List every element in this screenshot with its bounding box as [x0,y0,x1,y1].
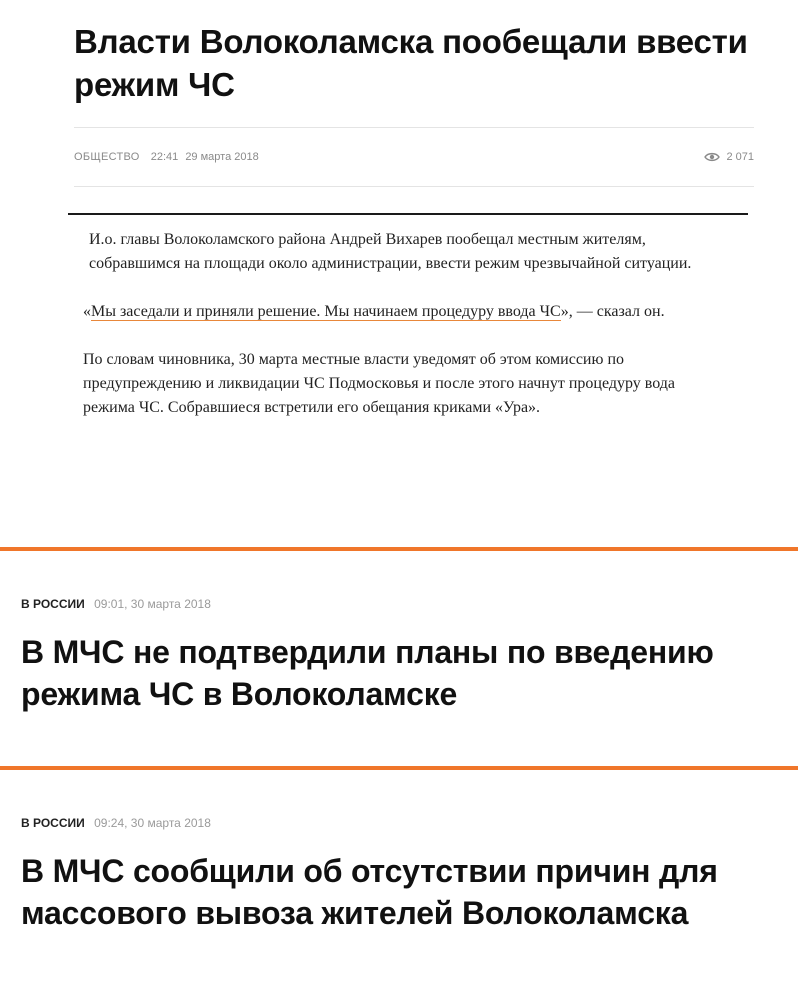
teaser-meta [21,596,211,612]
article-title: Власти Волоколамска пообещали ввести режим ЧС [74,23,748,103]
divider [74,186,754,187]
article-body-divider [68,213,748,215]
section-separator [0,547,798,551]
article-meta [74,148,754,166]
teaser-timestamp: 09:24, 30 марта 2018 [94,816,211,830]
teaser-meta [21,815,211,831]
eye-icon [704,152,720,162]
paragraph-1: И.о. главы Волоколамского района Андрей Вихарев пообещал местным жителям, собравшимся на площади около администрации, ввести режим чрезвычайной ситуации. [89,231,692,272]
teaser-timestamp: 09:01, 30 марта 2018 [94,597,211,611]
section-separator [0,766,798,770]
category-link[interactable]: ОБЩЕСТВО [74,151,140,163]
paragraph-3: По словам чиновника, 30 марта местные власти уведомят об этом комиссию по предупреждению и ликвидации ЧС Подмосковья и после этого начнут процедуру вода режима ЧС. Собравшиеся встретили его обещания криками «Ура». [83,351,675,416]
quote-link[interactable]: Мы заседали и приняли решение. Мы начинаем процедуру ввода ЧС [91,303,561,320]
view-count [704,148,754,166]
view-count-value: 2 071 [726,151,754,163]
quote-open: « [83,303,91,320]
paragraph-2 [83,300,728,324]
quote-tail: », — сказал он. [560,303,665,320]
divider [74,127,754,128]
teaser-category[interactable]: В РОССИИ [21,816,85,830]
article-body [83,228,728,444]
publish-date: 29 марта 2018 [185,151,259,163]
teaser-title[interactable]: В МЧС сообщили об отсутствии причин для массового вывоза жителей Волоколамска [21,853,718,931]
teaser-category[interactable]: В РОССИИ [21,597,85,611]
teaser-title[interactable]: В МЧС не подтвердили планы по введению режима ЧС в Волоколамске [21,634,714,712]
publish-time: 22:41 [150,151,179,163]
